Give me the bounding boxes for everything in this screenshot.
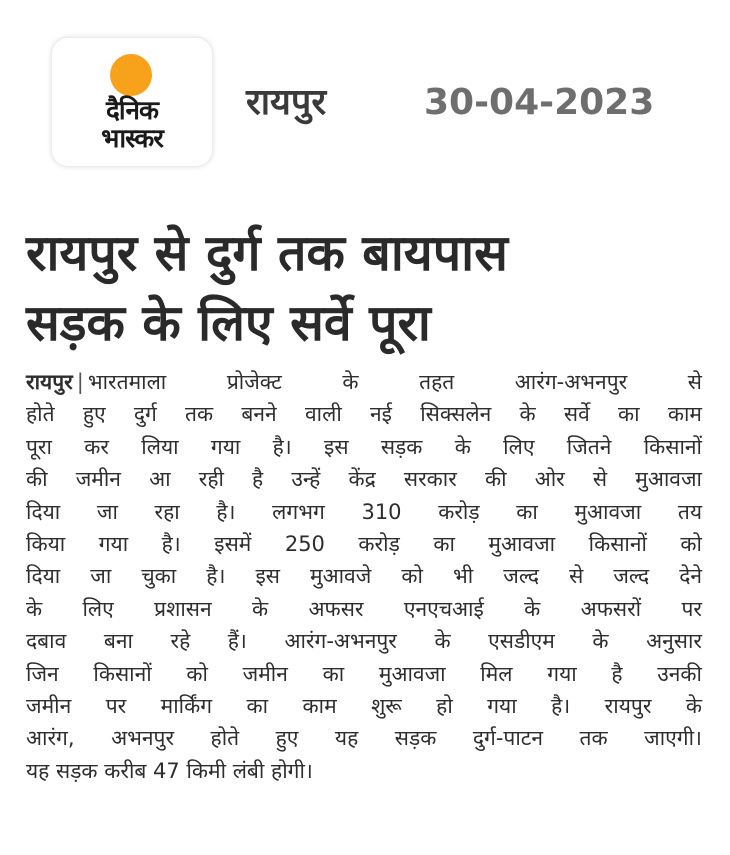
dateline: रायपुर [26, 370, 73, 394]
article-line: पूरा कर लिया गया है। इस सड़क के लिए जितने किसानों [26, 434, 702, 459]
article-line: की जमीन आ रही है उन्हें केंद्र सरकार की ओर से मुआवजा [26, 467, 702, 492]
article-line: जमीन पर मार्किंग का काम शुरू हो गया है। रायपुर के [26, 694, 702, 719]
edition-city: रायपुर [246, 82, 327, 123]
article-line [26, 366, 702, 398]
sun-icon [110, 54, 152, 96]
article-line: दिया जा रहा है। लगभग 310 करोड़ का मुआवजा तय [26, 499, 702, 524]
headline-line1: रायपुर से दुर्ग तक बायपास [26, 224, 508, 282]
logo-text-line1: दैनिक [106, 96, 158, 126]
dateline-separator: | [76, 370, 84, 394]
article-line: होते हुए दुर्ग तक बनने वाली नई सिक्सलेन के सर्वे का काम [26, 402, 702, 427]
article-line: किया गया है। इसमें 250 करोड़ का मुआवजा किसानों को [26, 532, 702, 557]
masthead [0, 0, 730, 190]
article-line: जिन किसानों को जमीन का मुआवजा मिल गया है उनकी [26, 661, 702, 686]
dainik-bhaskar-logo [52, 38, 212, 166]
article-body [26, 366, 702, 787]
article-line: आरंग, अभनपुर होते हुए यह सड़क दुर्ग-पाटन तक जाएगी। [26, 726, 702, 751]
logo-text-line2: भास्कर [101, 124, 163, 154]
article-line: के लिए प्रशासन के अफसर एनएचआई के अफसरों पर [26, 596, 702, 621]
article-line: यह सड़क करीब 47 किमी लंबी होगी। [26, 758, 313, 783]
article-line: दबाव बना रहे हैं। आरंग-अभनपुर के एसडीएम के अनुसार [26, 629, 702, 654]
headline-line2: सड़क के लिए सर्वे पूरा [26, 294, 431, 352]
article-line: दिया जा चुका है। इस मुआवजे को भी जल्द से जल्द देने [26, 564, 702, 589]
edition-date: 30-04-2023 [424, 82, 655, 123]
article-line-text: भारतमाला प्रोजेक्ट के तहत आरंग-अभनपुर से [87, 370, 702, 394]
headline [26, 218, 706, 358]
